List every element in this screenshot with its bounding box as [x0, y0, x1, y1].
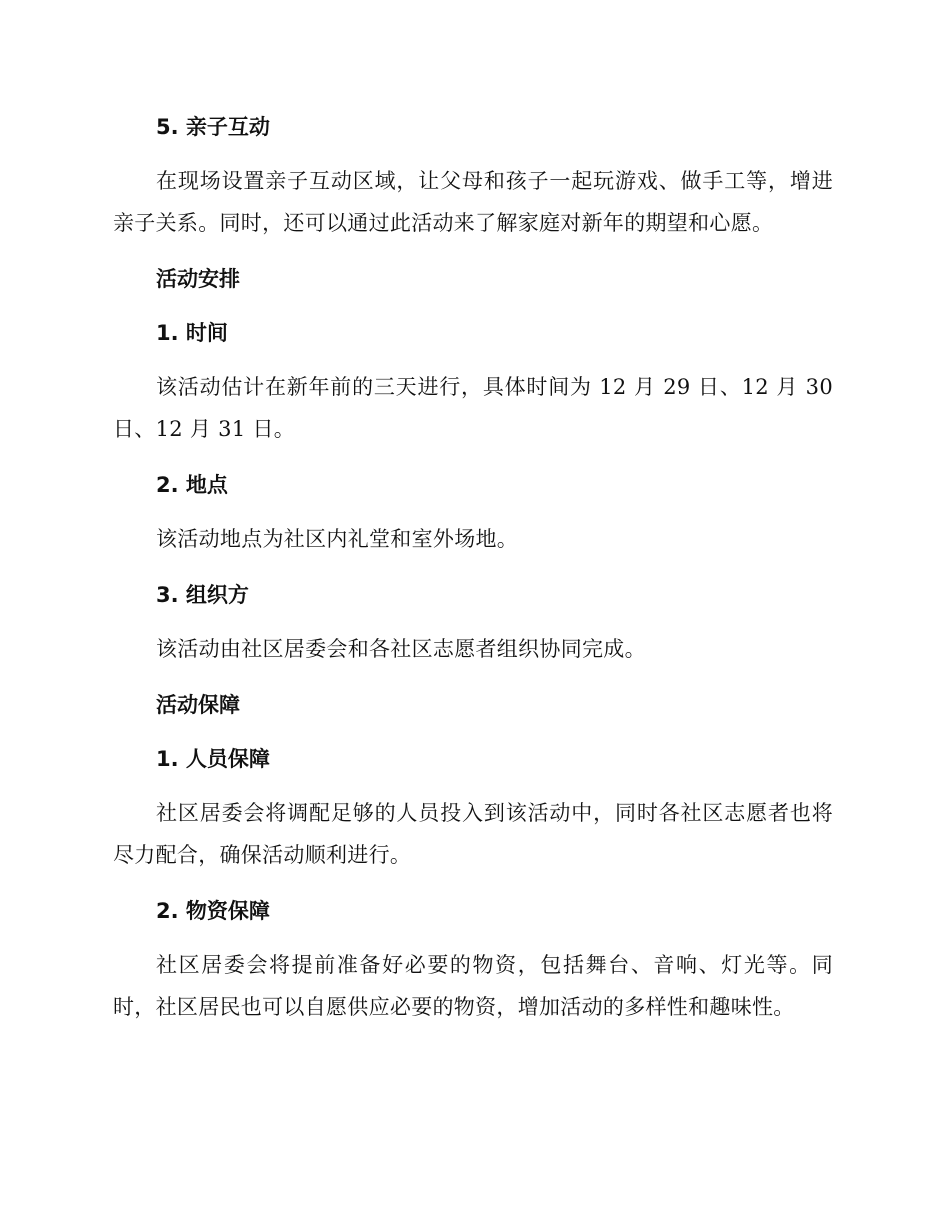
paragraph-material-guarantee: 社区居委会将提前准备好必要的物资，包括舞台、音响、灯光等。同时，社区居民也可以自愿供应必要的物资，增加活动的多样性和趣味性。	[113, 953, 833, 1019]
document-body	[113, 112, 833, 1048]
subheading-location: 2. 地点	[156, 473, 228, 497]
section-heading-parent-child-interaction: 5. 亲子互动	[156, 115, 270, 139]
paragraph-time: 该活动估计在新年前的三天进行，具体时间为 12 月 29 日、12 月 30 日、12 月 31 日。	[113, 375, 833, 441]
section-heading-activity-arrangement: 活动安排	[156, 267, 240, 291]
subheading-material-guarantee: 2. 物资保障	[156, 899, 270, 923]
paragraph-parent-child-interaction: 在现场设置亲子互动区域，让父母和孩子一起玩游戏、做手工等，增进亲子关系。同时，还可以通过此活动来了解家庭对新年的期望和心愿。	[113, 169, 833, 235]
paragraph-location: 该活动地点为社区内礼堂和室外场地。	[156, 527, 519, 551]
subheading-time: 1. 时间	[156, 321, 228, 345]
paragraph-organizer: 该活动由社区居委会和各社区志愿者组织协同完成。	[156, 637, 646, 661]
paragraph-personnel-guarantee: 社区居委会将调配足够的人员投入到该活动中，同时各社区志愿者也将尽力配合，确保活动顺利进行。	[113, 801, 833, 867]
subheading-organizer: 3. 组织方	[156, 583, 249, 607]
section-heading-activity-guarantee: 活动保障	[156, 693, 240, 717]
subheading-personnel-guarantee: 1. 人员保障	[156, 747, 270, 771]
